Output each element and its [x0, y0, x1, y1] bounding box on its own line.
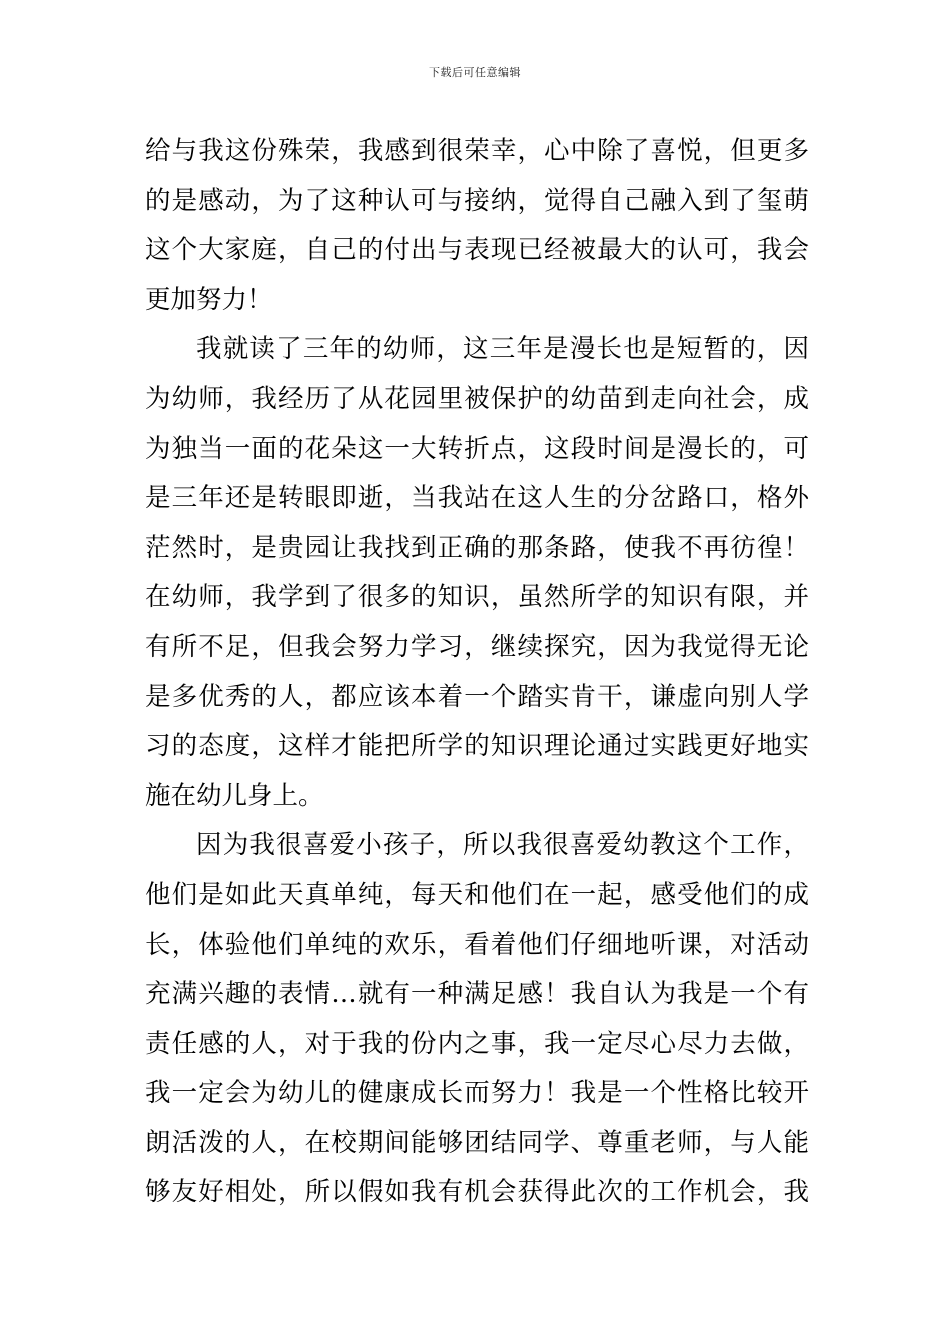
text-line: 我就读了三年的幼师，这三年是漫长也是短暂的，因 [196, 334, 809, 365]
text-line: 是三年还是转眼即逝，当我站在这人生的分岔路口，格外 [145, 483, 809, 514]
text-line: 施在幼儿身上。 [145, 780, 324, 811]
text-line: 是多优秀的人，都应该本着一个踏实肯干，谦虚向别人学 [145, 681, 809, 712]
text-line: 我一定会为幼儿的健康成长而努力！我是一个性格比较开 [145, 1078, 809, 1109]
text-line: 责任感的人，对于我的份内之事，我一定尽心尽力去做， [145, 1028, 809, 1059]
text-line: 更加努力！ [145, 284, 273, 315]
text-line: 因为我很喜爱小孩子，所以我很喜爱幼教这个工作， [196, 830, 809, 861]
text-line: 朗活泼的人，在校期间能够团结同学、尊重老师，与人能 [145, 1127, 809, 1158]
text-line: 充满兴趣的表情…就有一种满足感！我自认为我是一个有 [145, 979, 809, 1010]
text-line: 为独当一面的花朵这一大转折点，这段时间是漫长的，可 [145, 433, 809, 464]
text-line: 在幼师，我学到了很多的知识，虽然所学的知识有限，并 [145, 582, 809, 613]
text-line: 为幼师，我经历了从花园里被保护的幼苗到走向社会，成 [145, 383, 809, 414]
page-header: 下载后可任意编辑 [429, 66, 521, 79]
text-line: 习的态度，这样才能把所学的知识理论通过实践更好地实 [145, 731, 809, 762]
text-line: 够友好相处，所以假如我有机会获得此次的工作机会，我 [145, 1177, 809, 1208]
document-body [145, 127, 809, 1218]
text-line: 有所不足，但我会努力学习，继续探究，因为我觉得无论 [145, 631, 809, 662]
text-line: 给与我这份殊荣，我感到很荣幸，心中除了喜悦，但更多 [145, 136, 809, 166]
text-line: 这个大家庭，自己的付出与表现已经被最大的认可，我会 [145, 235, 809, 266]
text-line: 他们是如此天真单纯，每天和他们在一起，感受他们的成 [145, 879, 809, 910]
text-line: 的是感动，为了这种认可与接纳，觉得自己融入到了玺萌 [145, 185, 809, 216]
text-line: 长，体验他们单纯的欢乐，看着他们仔细地听课，对活动 [145, 929, 809, 960]
text-line: 茫然时，是贵园让我找到正确的那条路，使我不再彷徨！ [145, 532, 809, 563]
